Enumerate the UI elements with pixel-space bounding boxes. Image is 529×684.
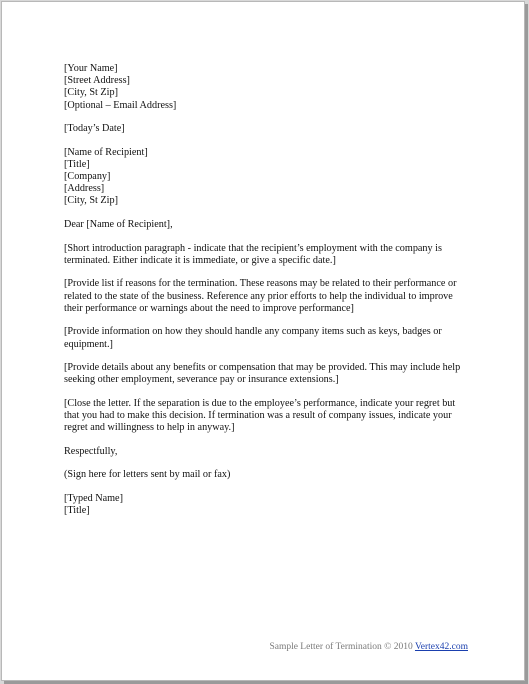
sender-name: [Your Name]	[64, 63, 118, 74]
intro-paragraph	[64, 243, 474, 267]
signer-typed-name: [Typed Name]	[64, 492, 123, 504]
spacer	[64, 434, 474, 445]
document-page	[1, 1, 525, 681]
spacer	[64, 458, 474, 469]
benefits-paragraph	[64, 362, 474, 386]
sender-email: [Optional – Email Address]	[64, 99, 177, 111]
spacer	[64, 482, 474, 493]
salutation-block	[64, 219, 474, 231]
paragraph-line: that you had to make this decision. If termination was a result of company issues, indicate your	[64, 410, 452, 422]
page-footer	[2, 642, 468, 652]
closing-paragraph	[64, 398, 474, 435]
recipient-company: [Company]	[64, 171, 111, 183]
sender-city: [City, St Zip]	[64, 87, 118, 99]
paragraph-line: [Provide information on how they should handle any company items such as keys, badges or	[64, 326, 442, 338]
recipient-address: [Address]	[64, 183, 105, 195]
paragraph-line: [Short introduction paragraph - indicate that the recipient’s employment with the company is	[64, 242, 442, 254]
signer-title: [Title]	[64, 505, 90, 517]
paragraph-line: [Close the letter. If the separation is due to the employee’s performance, indicate your regret but	[64, 397, 456, 409]
paragraph-line: seeking other employment, severance pay or insurance extensions.]	[64, 374, 339, 386]
spacer	[64, 112, 474, 123]
letter-body	[64, 63, 474, 517]
spacer	[64, 208, 474, 219]
footer-link[interactable]: Vertex42.com	[414, 642, 468, 652]
letter-date: [Today’s Date]	[64, 123, 125, 135]
date-block	[64, 123, 474, 135]
spacer	[64, 351, 474, 362]
signature-note: (Sign here for letters sent by mail or fax)	[64, 469, 231, 481]
spacer	[64, 135, 474, 146]
sender-block	[64, 63, 474, 112]
paragraph-line: related to the state of the business. Reference any prior efforts to help the individual to improve	[64, 290, 453, 302]
paragraph-line: [Provide details about any benefits or compensation that may be provided. This may include help	[64, 362, 461, 374]
company-items-paragraph	[64, 326, 474, 350]
closing: Respectfully,	[64, 445, 118, 457]
signature-block	[64, 469, 474, 481]
paragraph-line: [Provide list if reasons for the termination. These reasons may be related to their performance or	[64, 278, 457, 290]
spacer	[64, 231, 474, 242]
spacer	[64, 267, 474, 278]
sender-street: [Street Address]	[64, 75, 130, 87]
recipient-name: [Name of Recipient]	[64, 146, 148, 158]
recipient-city: [City, St Zip]	[64, 195, 118, 207]
paragraph-line: their performance or warnings about the need to improve performance]	[64, 302, 354, 314]
footer-text: Sample Letter of Termination © 2010	[269, 642, 413, 652]
recipient-block	[64, 147, 474, 208]
salutation: Dear [Name of Recipient],	[64, 219, 173, 231]
paragraph-line: terminated. Either indicate it is immediate, or give a specific date.]	[64, 254, 336, 266]
signer-block	[64, 493, 474, 517]
closing-block	[64, 446, 474, 458]
spacer	[64, 386, 474, 397]
paragraph-line: regret and willingness to help in anyway.]	[64, 422, 235, 434]
paragraph-line: equipment.]	[64, 338, 113, 350]
recipient-title: [Title]	[64, 158, 90, 170]
spacer	[64, 315, 474, 326]
reasons-paragraph	[64, 278, 474, 315]
